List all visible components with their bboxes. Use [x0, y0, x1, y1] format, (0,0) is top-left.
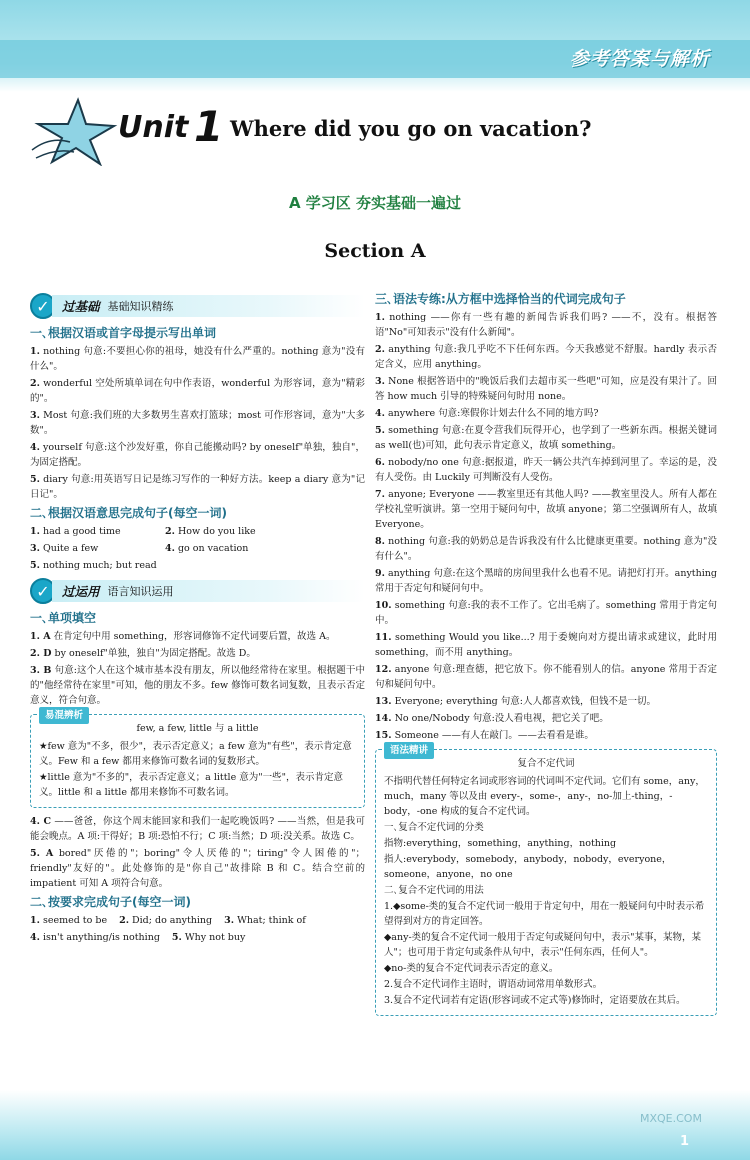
answer-item: 2. D by oneself"单独，独自"为固定搭配。故选 D。 — [30, 648, 256, 659]
answer-item: 2. anything 句意:我几乎吃不下任何东西。今天我感觉不舒服。hardly 表示否定含义，应用 anything。 — [375, 344, 717, 370]
answer-item: 2. Did; do anything — [119, 915, 213, 926]
grammar-line: 指物:everything，something，anything，nothing — [384, 838, 617, 849]
answer-item: 1. nothing 句意:不要担心你的祖母，她没有什么严重的。nothing 意为"没有什么"。 — [30, 346, 365, 372]
tip-box-title: few, a few, little 与 a little — [136, 723, 259, 734]
grammar-line: 不指明代替任何特定名词或形容词的代词叫不定代词。它们有 some，any，much，many 等以及由 every-，some-，any-，no-加上-thing，-body，-one 构成的复合不定代词。 — [384, 776, 705, 817]
answer-item: 12. anyone 句意:理查德，把它放下。你不能看别人的信。anyone 常用于否定句和疑问句中。 — [375, 664, 717, 690]
answer-item: 5. something 句意:在夏令营我们玩得开心，也学到了一些新东西。根据关键词 as well(也)可知，此句表示肯定意义，故填 something。 — [375, 425, 717, 451]
banner-sub: 基础知识精练 — [107, 299, 174, 313]
star-icon — [30, 96, 120, 166]
grammar-line: ◆any-类的复合不定代词一般用于否定句或疑问句中，表示"某事，某物，某人"；也可用于肯定句或条件从句中，表示"任何东西，任何人"。 — [384, 932, 702, 958]
section-heading: 一､根据汉语或首字母提示写出单词 — [30, 326, 217, 340]
usage-banner — [30, 577, 365, 605]
tip-line: ★little 意为"不多的"，表示否定意义；a little 意为"一些"，表示肯定意义。little 和 a little 都用来修饰不可数名词。 — [39, 772, 343, 798]
answer-item: 1. had a good time — [30, 526, 121, 537]
answer-item: 10. something 句意:我的表不工作了。它出毛病了。something 常用于肯定句中。 — [375, 600, 717, 626]
unit-number: 1 — [194, 102, 224, 151]
answer-item: 4. anywhere 句意:寒假你计划去什么不同的地方吗? — [375, 408, 599, 419]
answer-item: 3. None 根据答语中的"晚饭后我们去超市买一些吧"可知，应是没有果汁了。回答 how much 引导的特殊疑问句时用 none。 — [375, 376, 717, 402]
answer-list — [30, 344, 365, 502]
answer-item: 9. anything 句意:在这个黑暗的房间里我什么也看不见。请把灯打开。anything 常用于否定句和疑问句中。 — [375, 568, 717, 594]
answer-item: 4. C ——爸爸，你这个周末能回家和我们一起吃晚饭吗? ——当然，但是我可能会晚点。A 项:干得好；B 项:恐怕不行；C 项:当然；D 项:没关系。故选 C。 — [30, 816, 365, 842]
banner-main: 过运用 — [62, 583, 100, 599]
answer-item: 5. diary 句意:用英语写日记是练习写作的一种好方法。keep a diary 意为"记日记"。 — [30, 474, 365, 500]
tip-line: ★few 意为"不多，很少"，表示否定意义；a few 意为"有些"，表示肯定意义。Few 和 a few 都用来修饰可数名词的复数形式。 — [39, 741, 352, 767]
answer-item: 4. yourself 句意:这个沙发好重，你自己能搬动吗? by oneself"单独，独自"，为固定搭配。 — [30, 442, 365, 468]
grammar-box-tag: 语法精讲 — [384, 742, 434, 759]
section-heading: 二､根据汉语意思完成句子(每空一词) — [30, 506, 227, 520]
grammar-box-title: 复合不定代词 — [517, 758, 575, 769]
check-icon: ✓ — [30, 293, 56, 319]
grammar-line: 2.复合不定代词作主语时，谓语动词常用单数形式。 — [384, 979, 603, 990]
grammar-line: 二､复合不定代词的用法 — [384, 885, 484, 896]
grammar-line: 3.复合不定代词若有定语(形容词或不定式等)修饰时，定语要放在其后。 — [384, 995, 686, 1006]
check-icon: ✓ — [30, 578, 56, 604]
answer-item: 3. Most 句意:我们班的大多数男生喜欢打篮球；most 可作形容词，意为"大多数"。 — [30, 410, 365, 436]
answer-item: 8. nothing 句意:我的奶奶总是告诉我没有什么比健康更重要。nothing 意为"没有什么"。 — [375, 536, 717, 562]
answer-item: 3. Quite a few — [30, 543, 99, 554]
answer-item: 13. Everyone; everything 句意:人人都喜欢钱，但钱不是一切。 — [375, 696, 656, 707]
answer-item: 14. No one/Nobody 句意:没人看电视，把它关了吧。 — [375, 713, 609, 724]
watermark: MXQE.COM — [640, 1112, 702, 1125]
answer-item: 3. What; think of — [224, 915, 306, 926]
tip-box — [30, 710, 365, 808]
grammar-line: 指人:everybody，somebody，anybody，nobody，everyone，someone，anyone，no one — [384, 854, 672, 880]
zone-title: A 学习区 夯实基础一遍过 — [288, 194, 462, 212]
answer-item: 4. isn't anything/is nothing — [30, 932, 160, 943]
answer-item: 7. anyone; Everyone ——教室里还有其他人吗? ——教室里没人。所有人都在学校礼堂听演讲。第一空用于疑问句中，故填 anyone；第二空强调所有人，故填 Everyone。 — [375, 489, 717, 530]
tip-box-tag: 易混辨析 — [39, 707, 89, 724]
answer-grid — [30, 913, 365, 945]
answer-item: 2. How do you like — [165, 526, 256, 537]
answer-item: 5. Why not buy — [171, 932, 246, 943]
unit-label: Unit — [118, 110, 189, 145]
answer-item: 4. go on vacation — [165, 543, 249, 554]
footer-band — [0, 1090, 750, 1160]
page-number: 1 — [680, 1134, 690, 1149]
grammar-line: 1.◆some-类的复合不定代词一般用于肯定句中，用在一般疑问句中时表示希望得到对方的肯定回答。 — [384, 901, 705, 927]
section-heading: 一､单项填空 — [30, 611, 97, 625]
answer-item: 5. A bored"厌倦的"；boring"令人厌倦的"；tiring"令人困倦的"；friendly"友好的"。此处修饰的是"你自己"故排除 B 和 C。结合空前的 impatient 可知 A 项符合句意。 — [30, 848, 365, 889]
unit-heading — [30, 96, 730, 166]
section-heading: 二､按要求完成句子(每空一词) — [30, 895, 191, 909]
answer-item: 3. B 句意:这个人在这个城市基本没有朋友，所以他经常待在家里。根据题干中的"他经常待在家里"可知，他的朋友不多。few 修饰可数名词复数，且表示否定意义，符合句意。 — [30, 665, 365, 706]
right-column — [375, 292, 717, 1022]
header-label: 参考答案与解析 — [569, 48, 710, 70]
answer-item: 2. wonderful 空处所填单词在句中作表语，wonderful 为形容词，意为"精彩的"。 — [30, 378, 365, 404]
answer-item: 11. something Would you like...? 用于委婉向对方提出请求或建议，此时用 something，而不用 anything。 — [375, 632, 717, 658]
answer-item: 1. seemed to be — [30, 915, 108, 926]
basics-banner — [30, 292, 365, 320]
grammar-line: 一､复合不定代词的分类 — [384, 822, 484, 833]
unit-title: Where did you go on vacation? — [230, 116, 592, 141]
grammar-line: ◆no-类的复合不定代词表示否定的意义。 — [384, 963, 559, 974]
section-heading: 三､语法专练:从方框中选择恰当的代词完成句子 — [375, 292, 626, 306]
answer-grid — [30, 524, 365, 573]
banner-main: 过基础 — [62, 298, 100, 314]
answer-item: 15. Someone ——有人在敲门。——去看看是谁。 — [375, 730, 594, 741]
grammar-box — [375, 745, 717, 1016]
answer-item: 1. A 在肯定句中用 something，形容词修饰不定代词要后置，故选 A。 — [30, 631, 336, 642]
banner-sub: 语言知识运用 — [107, 584, 174, 598]
section-title: Section A — [324, 240, 426, 262]
answer-item: 6. nobody/no one 句意:据报道，昨天一辆公共汽车掉到河里了。幸运的是，没有人受伤。由 Luckily 可判断没有人受伤。 — [375, 457, 717, 483]
left-column — [30, 292, 365, 947]
answer-item: 1. nothing ——你有一些有趣的新闻告诉我们吗? ——不，没有。根据答语"No"可知表示"没有什么新闻"。 — [375, 312, 717, 338]
answer-item: 5. nothing much; but read — [30, 560, 157, 571]
